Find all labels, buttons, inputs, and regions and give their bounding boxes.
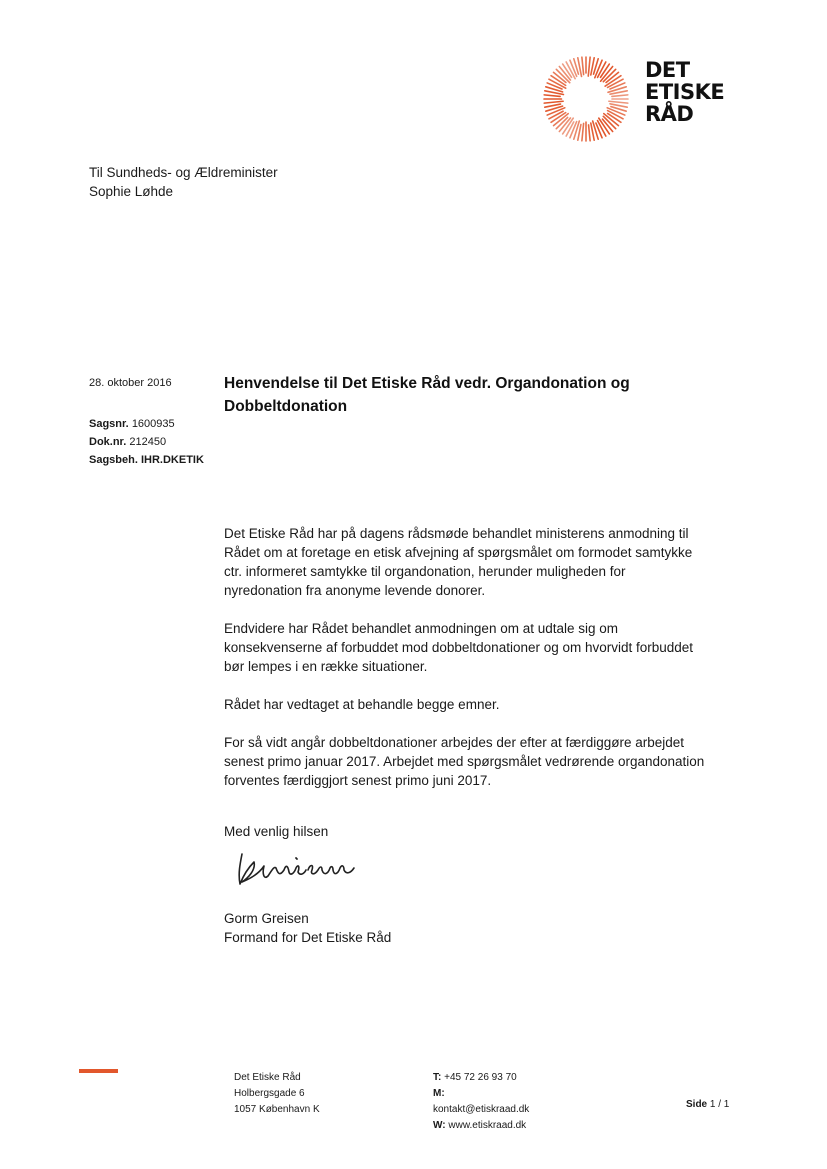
sagsbeh-row	[89, 453, 204, 467]
sagsbeh-value: IHR.DKETIK	[140, 454, 204, 466]
phone-label: T:	[433, 1072, 442, 1083]
logo-ray	[582, 123, 584, 140]
sagsnr-row	[89, 417, 175, 431]
signer-block	[224, 909, 391, 947]
body-line: Rådet har vedtaget at behandle begge emner.	[224, 697, 500, 712]
web-label: W:	[433, 1120, 446, 1131]
letter-body	[224, 524, 744, 809]
logo-wordmark	[645, 59, 724, 125]
logo-ray	[544, 101, 563, 103]
body-paragraph-4	[224, 733, 744, 790]
logo-ray	[609, 101, 628, 103]
sagsnr-label: Sagsnr.	[89, 418, 129, 430]
footer-city: 1057 København K	[234, 1104, 320, 1115]
recipient-name: Sophie Løhde	[89, 184, 174, 199]
footer-accent-bar	[79, 1069, 118, 1073]
body-line: Det Etiske Råd har på dagens rådsmøde behandlet ministerens anmodning til	[224, 526, 689, 541]
body-paragraph-1	[224, 524, 744, 600]
page-number	[686, 1097, 729, 1113]
body-line: forventes færdiggjort senest primo juni 2017.	[224, 773, 492, 788]
signer-title: Formand for Det Etiske Råd	[224, 930, 392, 945]
doknr-label: Dok.nr.	[89, 436, 127, 448]
body-paragraph-3	[224, 695, 744, 714]
body-line: nyredonation fra anonyme levende donorer.	[224, 583, 486, 598]
body-line: bør lempes i en række situationer.	[224, 659, 428, 674]
logo-ray	[589, 125, 591, 141]
web-link[interactable]: www.etiskraad.dk	[448, 1120, 527, 1131]
footer-street: Holbergsgade 6	[234, 1088, 305, 1099]
closing-salutation: Med venlig hilsen	[224, 824, 329, 839]
signer-name: Gorm Greisen	[224, 911, 309, 926]
logo-ray	[582, 57, 584, 74]
subject-line-2: Dobbeltdonation	[224, 398, 348, 415]
body-line: Rådet om at foretage en etisk afvejning af spørgsmålet om formodet samtykke	[224, 545, 693, 560]
email-link[interactable]: kontakt@etiskraad.dk	[433, 1104, 530, 1115]
body-line: Endvidere har Rådet behandlet anmodningen om at udtale sig om	[224, 621, 619, 636]
logo-ray	[544, 95, 560, 97]
page-label: Side	[686, 1099, 708, 1110]
sagsnr-value: 1600935	[131, 418, 175, 430]
sagsbeh-label: Sagsbeh.	[89, 454, 138, 466]
body-paragraph-2	[224, 619, 744, 676]
body-line: For så vidt angår dobbeltdonationer arbejdes der efter at færdiggøre arbejdet	[224, 735, 685, 750]
subject-line-1: Henvendelse til Det Etiske Råd vedr. Organdonation og	[224, 375, 630, 392]
footer-web-row	[433, 1118, 529, 1134]
letter-date: 28. oktober 2016	[89, 377, 172, 389]
body-line: ctr. informeret samtykke til organdonation, herunder muligheden for	[224, 564, 626, 579]
letter-subject	[224, 372, 684, 418]
logo-line-1: DET	[645, 58, 690, 82]
logo-line-3: RÅD	[645, 102, 694, 126]
body-line: konsekvenserne af forbuddet mod dobbeltdonationer og om hvorvidt forbuddet	[224, 640, 694, 655]
handwritten-signature	[234, 844, 364, 890]
footer-mail-row	[433, 1086, 529, 1102]
doknr-value: 212450	[129, 436, 167, 448]
footer-phone-row	[433, 1070, 529, 1086]
recipient-title: Til Sundheds- og Ældreminister	[89, 165, 278, 180]
logo-line-2: ETISKE	[645, 80, 725, 104]
body-line: senest primo januar 2017. Arbejdet med spørgsmålet vedrørende organdonation	[224, 754, 705, 769]
phone-value: +45 72 26 93 70	[444, 1072, 517, 1083]
sunburst-logo-icon	[543, 56, 629, 142]
logo-ray	[588, 57, 590, 76]
footer-org-name: Det Etiske Råd	[234, 1072, 301, 1083]
footer-address	[234, 1070, 320, 1118]
mail-label: M:	[433, 1088, 445, 1099]
recipient-block	[89, 163, 278, 201]
page-value: 1 / 1	[709, 1099, 730, 1110]
footer-contact	[433, 1070, 529, 1134]
doknr-row	[89, 435, 166, 449]
logo-ray	[612, 95, 628, 97]
